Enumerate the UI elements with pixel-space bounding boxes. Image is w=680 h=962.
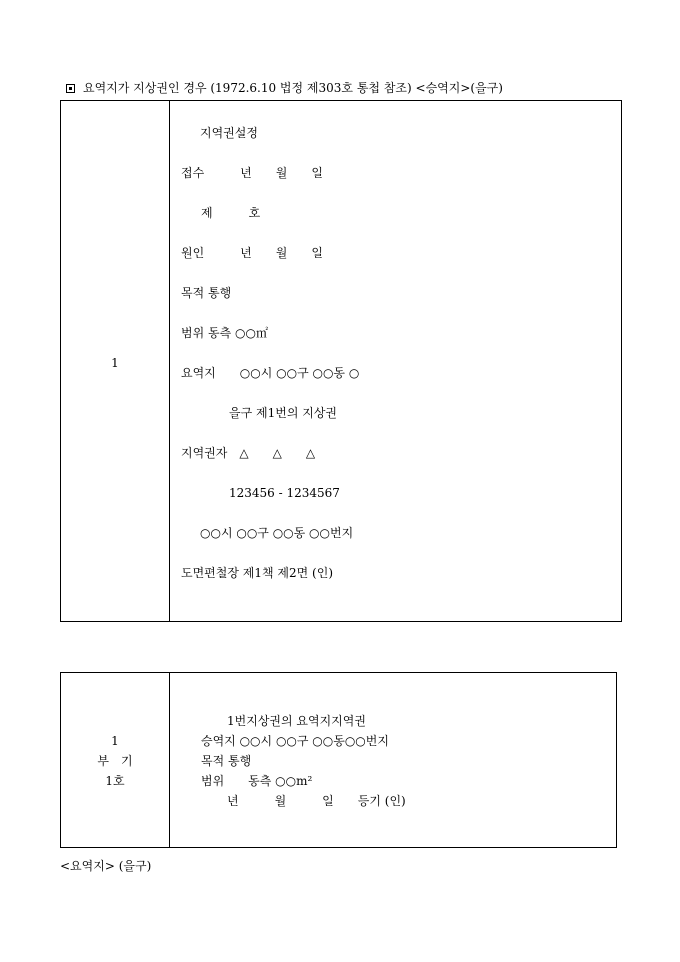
purpose: 목적 통행 <box>181 286 232 300</box>
cause-date: 원인 년 월 일 <box>181 246 323 260</box>
supplement-date: 년 월 일 등기 (인) <box>227 794 406 808</box>
supplement-scope: 범위 동측 ○○m² <box>201 774 313 788</box>
holder-address: ○○시 ○○구 ○○동 ○○번지 <box>200 526 354 540</box>
supplement-number: 1호 <box>105 774 125 788</box>
footer-label: <요역지> (을구) <box>60 859 152 873</box>
entry-number: 1 <box>111 356 119 370</box>
easement-title: 지역권설정 <box>200 126 258 140</box>
supplement-label: 부 기 <box>97 754 133 768</box>
supplement-entry-number: 1 <box>111 734 119 748</box>
easement-holder: 지역권자 △ △ △ <box>181 446 316 460</box>
column-divider <box>169 101 170 621</box>
section-heading <box>66 80 503 96</box>
scope: 범위 동측 ○○㎡ <box>181 326 268 340</box>
servient-land: 승역지 ○○시 ○○구 ○○동○○번지 <box>201 734 389 748</box>
register-table-main <box>60 100 622 622</box>
square-bullet-icon <box>66 84 75 93</box>
supplement-title: 1번지상권의 요역지지역권 <box>227 714 366 728</box>
register-table-supplement <box>60 672 617 848</box>
dominant-land: 요역지 ○○시 ○○구 ○○동 ○ <box>181 366 360 380</box>
receipt-date: 접수 년 월 일 <box>181 166 323 180</box>
superficies-ref: 을구 제1번의 지상권 <box>229 406 338 420</box>
registration-number: 123456 - 1234567 <box>229 486 340 500</box>
supplement-purpose: 목적 통행 <box>201 754 252 768</box>
column-divider <box>169 673 170 847</box>
section-heading-text: 요역지가 지상권인 경우 (1972.6.10 법정 제303호 통첩 참조) <승역지>(을구) <box>83 81 503 95</box>
receipt-number: 제 호 <box>201 206 261 220</box>
drawing-binder: 도면편철장 제1책 제2면 (인) <box>181 566 333 580</box>
